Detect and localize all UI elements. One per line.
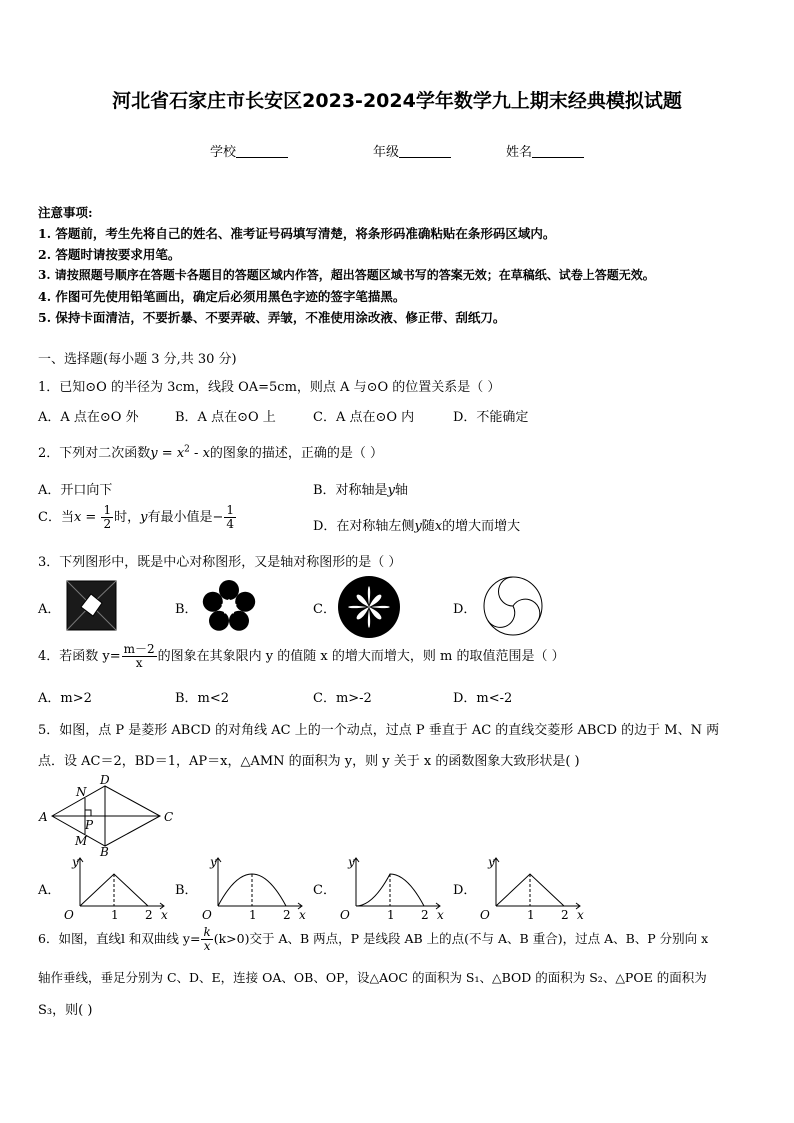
q5-graph-b	[198, 852, 310, 920]
q1-option-d[interactable]: D．不能确定	[453, 410, 529, 425]
name-blank[interactable]	[532, 145, 584, 158]
q3-option-c[interactable]: C．	[313, 602, 336, 617]
svg-text:y: y	[210, 855, 217, 869]
rhombus-label-d: D	[100, 773, 110, 787]
svg-text:x: x	[161, 908, 168, 922]
svg-text:y: y	[488, 855, 495, 869]
svg-text:y: y	[72, 855, 79, 869]
q5-option-b[interactable]: B．	[175, 883, 198, 898]
svg-text:y: y	[348, 855, 355, 869]
svg-text:x: x	[437, 908, 444, 922]
svg-text:1: 1	[387, 908, 395, 922]
q2-option-a[interactable]: A．开口向下	[38, 483, 113, 498]
school-label: 学校	[210, 145, 237, 160]
page-title: 河北省石家庄市长安区2023-2024学年数学九上期末经典模拟试题	[112, 90, 682, 112]
q4-option-a[interactable]: A．m>2	[38, 691, 92, 706]
school-field[interactable]	[210, 141, 288, 160]
q5-stem-line2: 点．设 AC＝2，BD＝1，AP＝x，△AMN 的面积为 y，则 y 关于 x 的函数图象大致形状是( )	[38, 754, 580, 769]
q1-option-a[interactable]: A．A 点在⊙O 外	[38, 410, 139, 425]
q1-stem: 1．已知⊙O 的半径为 3cm，线段 OA=5cm，则点 A 与⊙O 的位置关系是（ ）	[38, 380, 501, 395]
grade-label: 年级	[373, 145, 400, 160]
q2-option-d[interactable]: D．在对称轴左侧y随x的增大而增大	[313, 519, 521, 534]
q4-option-b[interactable]: B．m<2	[175, 691, 230, 706]
svg-text:x: x	[299, 908, 306, 922]
rhombus-label-m: M	[75, 834, 88, 848]
svg-text:1: 1	[111, 908, 119, 922]
q6-stem-line3: S₃，则( )	[38, 1003, 93, 1018]
svg-text:2: 2	[145, 908, 153, 922]
notice-item: 5. 保持卡面清洁，不要折暴、不要弄破、弄皱，不准使用涂改液、修正带、刮纸刀。	[38, 310, 506, 325]
svg-text:O: O	[480, 908, 490, 922]
q6-stem-line1: 6．如图，直线l 和双曲线 y= $\frac{k}{x}$ (k>0)交于 A、B 两点，P 是线段 AB 上的点(不与 A、B 重合)，过点 A、B、P 分别向 x	[38, 925, 709, 953]
svg-text:O: O	[64, 908, 74, 922]
svg-text:O: O	[202, 908, 212, 922]
svg-text:2: 2	[283, 908, 291, 922]
q3-figure-b	[198, 578, 260, 634]
name-field[interactable]	[506, 141, 584, 160]
q1-option-b[interactable]: B．A 点在⊙O 上	[175, 410, 276, 425]
rhombus-label-b: B	[100, 845, 109, 859]
grade-field[interactable]	[373, 141, 451, 160]
notice-item: 4. 作图可先使用铅笔画出，确定后必须用黑色字迹的签字笔描黑。	[38, 289, 406, 304]
svg-text:2: 2	[421, 908, 429, 922]
q2-option-c[interactable]: C．当x = $\frac{1}{2}$ 时，y有最小值是− $\frac{1}{4}$	[38, 503, 235, 531]
svg-text:O: O	[340, 908, 350, 922]
q2-stem: 2．下列对二次函数$y = x^2 - x$的图象的描述，正确的是（ ）	[38, 444, 384, 461]
rhombus-label-a: A	[39, 810, 48, 824]
q6-stem-line2: 轴作垂线，垂足分别为 C、D、E，连接 OA、OB、OP，设△AOC 的面积为 S₁、△BOD 的面积为 S₂、△POE 的面积为	[38, 970, 707, 985]
q3-figure-d	[481, 574, 545, 638]
grade-blank[interactable]	[399, 145, 451, 158]
rhombus-label-c: C	[164, 810, 174, 824]
section-heading: 一、选择题(每小题 3 分,共 30 分)	[38, 352, 237, 367]
q5-option-d[interactable]: D．	[453, 883, 477, 898]
q3-option-a[interactable]: A．	[38, 602, 61, 617]
rhombus-label-n: N	[76, 785, 87, 799]
q1-option-c[interactable]: C．A 点在⊙O 内	[313, 410, 415, 425]
name-label: 姓名	[506, 145, 533, 160]
q4-stem: 4．若函数 y= $\frac{m-2}{x}$ 的图象在其象限内 y 的值随 x 的增大而增大，则 m 的取值范围是（ ）	[38, 642, 565, 670]
q5-stem-line1: 5．如图，点 P 是菱形 ABCD 的对角线 AC 上的一个动点，过点 P 垂直于 AC 的直线交菱形 ABCD 的边于 M、N 两	[38, 723, 720, 738]
notice-heading: 注意事项:	[38, 205, 93, 220]
q5-option-c[interactable]: C．	[313, 883, 336, 898]
svg-text:1: 1	[527, 908, 535, 922]
notice-item: 3. 请按照题号顺序在答题卡各题目的答题区域内作答，超出答题区域书写的答案无效；在草稿纸、试卷上答题无效。	[38, 268, 655, 282]
q3-option-b[interactable]: B．	[175, 602, 198, 617]
svg-text:x: x	[577, 908, 584, 922]
q3-stem: 3．下列图形中，既是中心对称图形，又是轴对称图形的是（ ）	[38, 555, 402, 570]
q3-figure-c	[336, 574, 402, 640]
q5-graph-d	[476, 852, 588, 920]
svg-text:2: 2	[561, 908, 569, 922]
q5-option-a[interactable]: A．	[38, 883, 61, 898]
q5-graph-c	[336, 852, 448, 920]
q5-rhombus-figure	[36, 772, 186, 858]
notice-item: 1. 答题前，考生先将自己的姓名、准考证号码填写清楚，将条形码准确粘贴在条形码区域内。	[38, 226, 556, 241]
q4-option-c[interactable]: C．m>-2	[313, 691, 372, 706]
q3-figure-a	[66, 580, 118, 632]
rhombus-label-p: P	[85, 818, 94, 832]
q5-graph-a	[60, 852, 172, 920]
school-blank[interactable]	[236, 145, 288, 158]
q4-option-d[interactable]: D．m<-2	[453, 691, 513, 706]
svg-text:1: 1	[249, 908, 257, 922]
notice-item: 2. 答题时请按要求用笔。	[38, 247, 181, 262]
q2-option-b[interactable]: B．对称轴是y轴	[313, 483, 408, 498]
q3-option-d[interactable]: D．	[453, 602, 477, 617]
